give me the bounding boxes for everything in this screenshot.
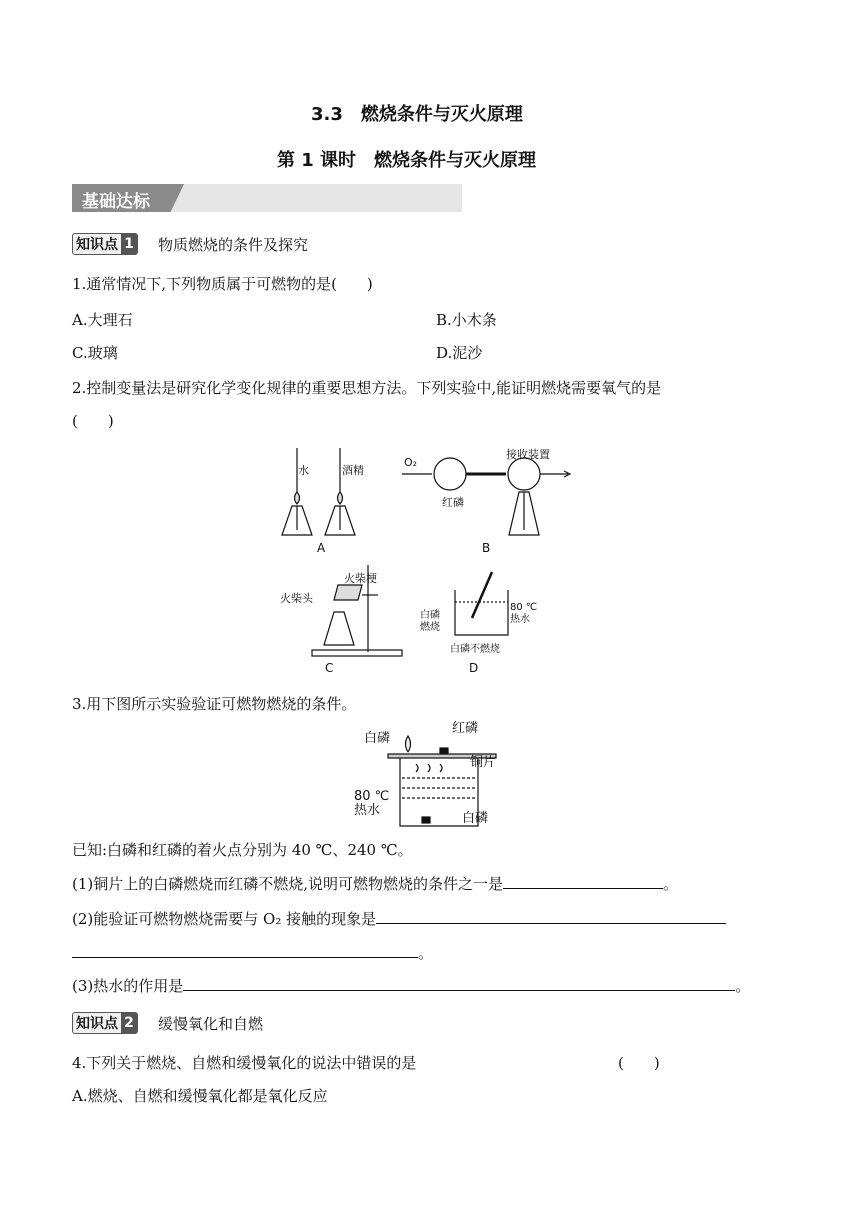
label-white-phosphorus-bottom: 白磷 xyxy=(462,811,489,826)
knowledge-point-title: 缓慢氧化和自燃 xyxy=(158,1014,264,1033)
knowledge-point-number: 2 xyxy=(121,1013,137,1033)
label-receiver: 接收装置 xyxy=(506,448,550,461)
answer-blank-2b[interactable] xyxy=(72,943,418,958)
knowledge-point-number: 1 xyxy=(121,234,137,254)
question-3-sub3 xyxy=(72,975,750,996)
answer-blank-3[interactable] xyxy=(183,976,735,991)
question-4-stem: 4.下列关于燃烧、自燃和缓慢氧化的说法中错误的是 xyxy=(72,1054,417,1072)
question-1-option-b: B.小木条 xyxy=(436,311,497,329)
label-white-phosphorus-top: 白磷 xyxy=(364,731,391,746)
knowledge-point-tag xyxy=(72,233,138,255)
answer-blank-2a[interactable] xyxy=(376,909,726,924)
experiment-d xyxy=(455,572,508,635)
question-1-option-d: D.泥沙 xyxy=(436,344,483,362)
question-3-figure xyxy=(350,718,510,834)
knowledge-point-tag-text: 知识点 xyxy=(76,237,118,253)
experiment-b xyxy=(402,458,570,535)
question-3-sub1-end: 。 xyxy=(663,875,679,893)
question-3-sub1 xyxy=(72,873,678,894)
label-white-phosphorus-no-burn: 白磷不燃烧 xyxy=(450,644,500,655)
knowledge-point-2 xyxy=(72,1012,263,1034)
label-experiment-c: C xyxy=(325,661,334,675)
question-1-option-c: C.玻璃 xyxy=(72,344,118,362)
label-match-head: 火柴头 xyxy=(280,592,313,605)
question-4-bracket: ( ) xyxy=(618,1054,660,1072)
question-3-sub2-end: 。 xyxy=(418,944,434,962)
label-match-stick: 火柴梗 xyxy=(344,572,377,585)
knowledge-point-title: 物质燃烧的条件及探究 xyxy=(158,235,309,254)
knowledge-point-tag-text: 知识点 xyxy=(76,1016,118,1032)
label-hot-water-d: 热水 xyxy=(510,614,530,625)
label-burns: 燃烧 xyxy=(420,622,440,633)
label-80c: 80 ℃ xyxy=(510,602,538,613)
label-experiment-a: A xyxy=(317,541,326,555)
label-temperature: 80 ℃ xyxy=(354,789,390,804)
question-3-known: 已知:白磷和红磷的着火点分别为 40 ℃、240 ℃。 xyxy=(72,841,413,859)
question-3-sub2-text: (2)能验证可燃物燃烧需要与 O₂ 接触的现象是 xyxy=(72,910,377,928)
knowledge-point-1 xyxy=(72,233,308,255)
banner-label: 基础达标 xyxy=(82,192,150,212)
label-red-phosphorus: 红磷 xyxy=(442,496,464,509)
question-1-option-a: A.大理石 xyxy=(72,311,133,329)
label-water: 水 xyxy=(298,464,309,477)
label-alcohol: 酒精 xyxy=(342,464,364,477)
question-1-stem: 1.通常情况下,下列物质属于可燃物的是( ) xyxy=(72,275,373,293)
question-2-bracket: ( ) xyxy=(72,412,114,430)
question-2-stem: 2.控制变量法是研究化学变化规律的重要思想方法。下列实验中,能证明燃烧需要氧气的是 xyxy=(72,379,662,397)
label-hot-water-q3: 热水 xyxy=(354,803,381,818)
question-3-sub3-text: (3)热水的作用是 xyxy=(72,977,184,995)
question-3-sub1-text: (1)铜片上的白磷燃烧而红磷不燃烧,说明可燃物燃烧的条件之一是 xyxy=(72,875,504,893)
label-experiment-b: B xyxy=(482,541,491,555)
section-banner xyxy=(72,184,462,212)
question-4-option-a: A.燃烧、自燃和缓慢氧化都是氧化反应 xyxy=(72,1087,328,1105)
question-3-sub3-end: 。 xyxy=(735,977,751,995)
label-experiment-d: D xyxy=(469,661,479,675)
answer-blank-1[interactable] xyxy=(503,874,663,889)
label-copper-sheet: 铜片 xyxy=(470,755,497,770)
question-2-figure xyxy=(270,440,610,680)
experiment-a xyxy=(282,448,355,535)
knowledge-point-tag xyxy=(72,1012,138,1034)
question-3-stem: 3.用下图所示实验验证可燃物燃烧的条件。 xyxy=(72,695,357,713)
label-white-phosphorus-burns: 白磷 xyxy=(420,610,440,621)
label-o2: O₂ xyxy=(404,456,418,469)
question-3-sub2-line2 xyxy=(72,942,433,963)
section-title: 3.3 燃烧条件与灭火原理 xyxy=(311,104,523,125)
question-3-sub2 xyxy=(72,908,726,929)
label-red-phosphorus-q3: 红磷 xyxy=(452,721,479,736)
lesson-title: 第 1 课时 燃烧条件与灭火原理 xyxy=(277,150,537,171)
